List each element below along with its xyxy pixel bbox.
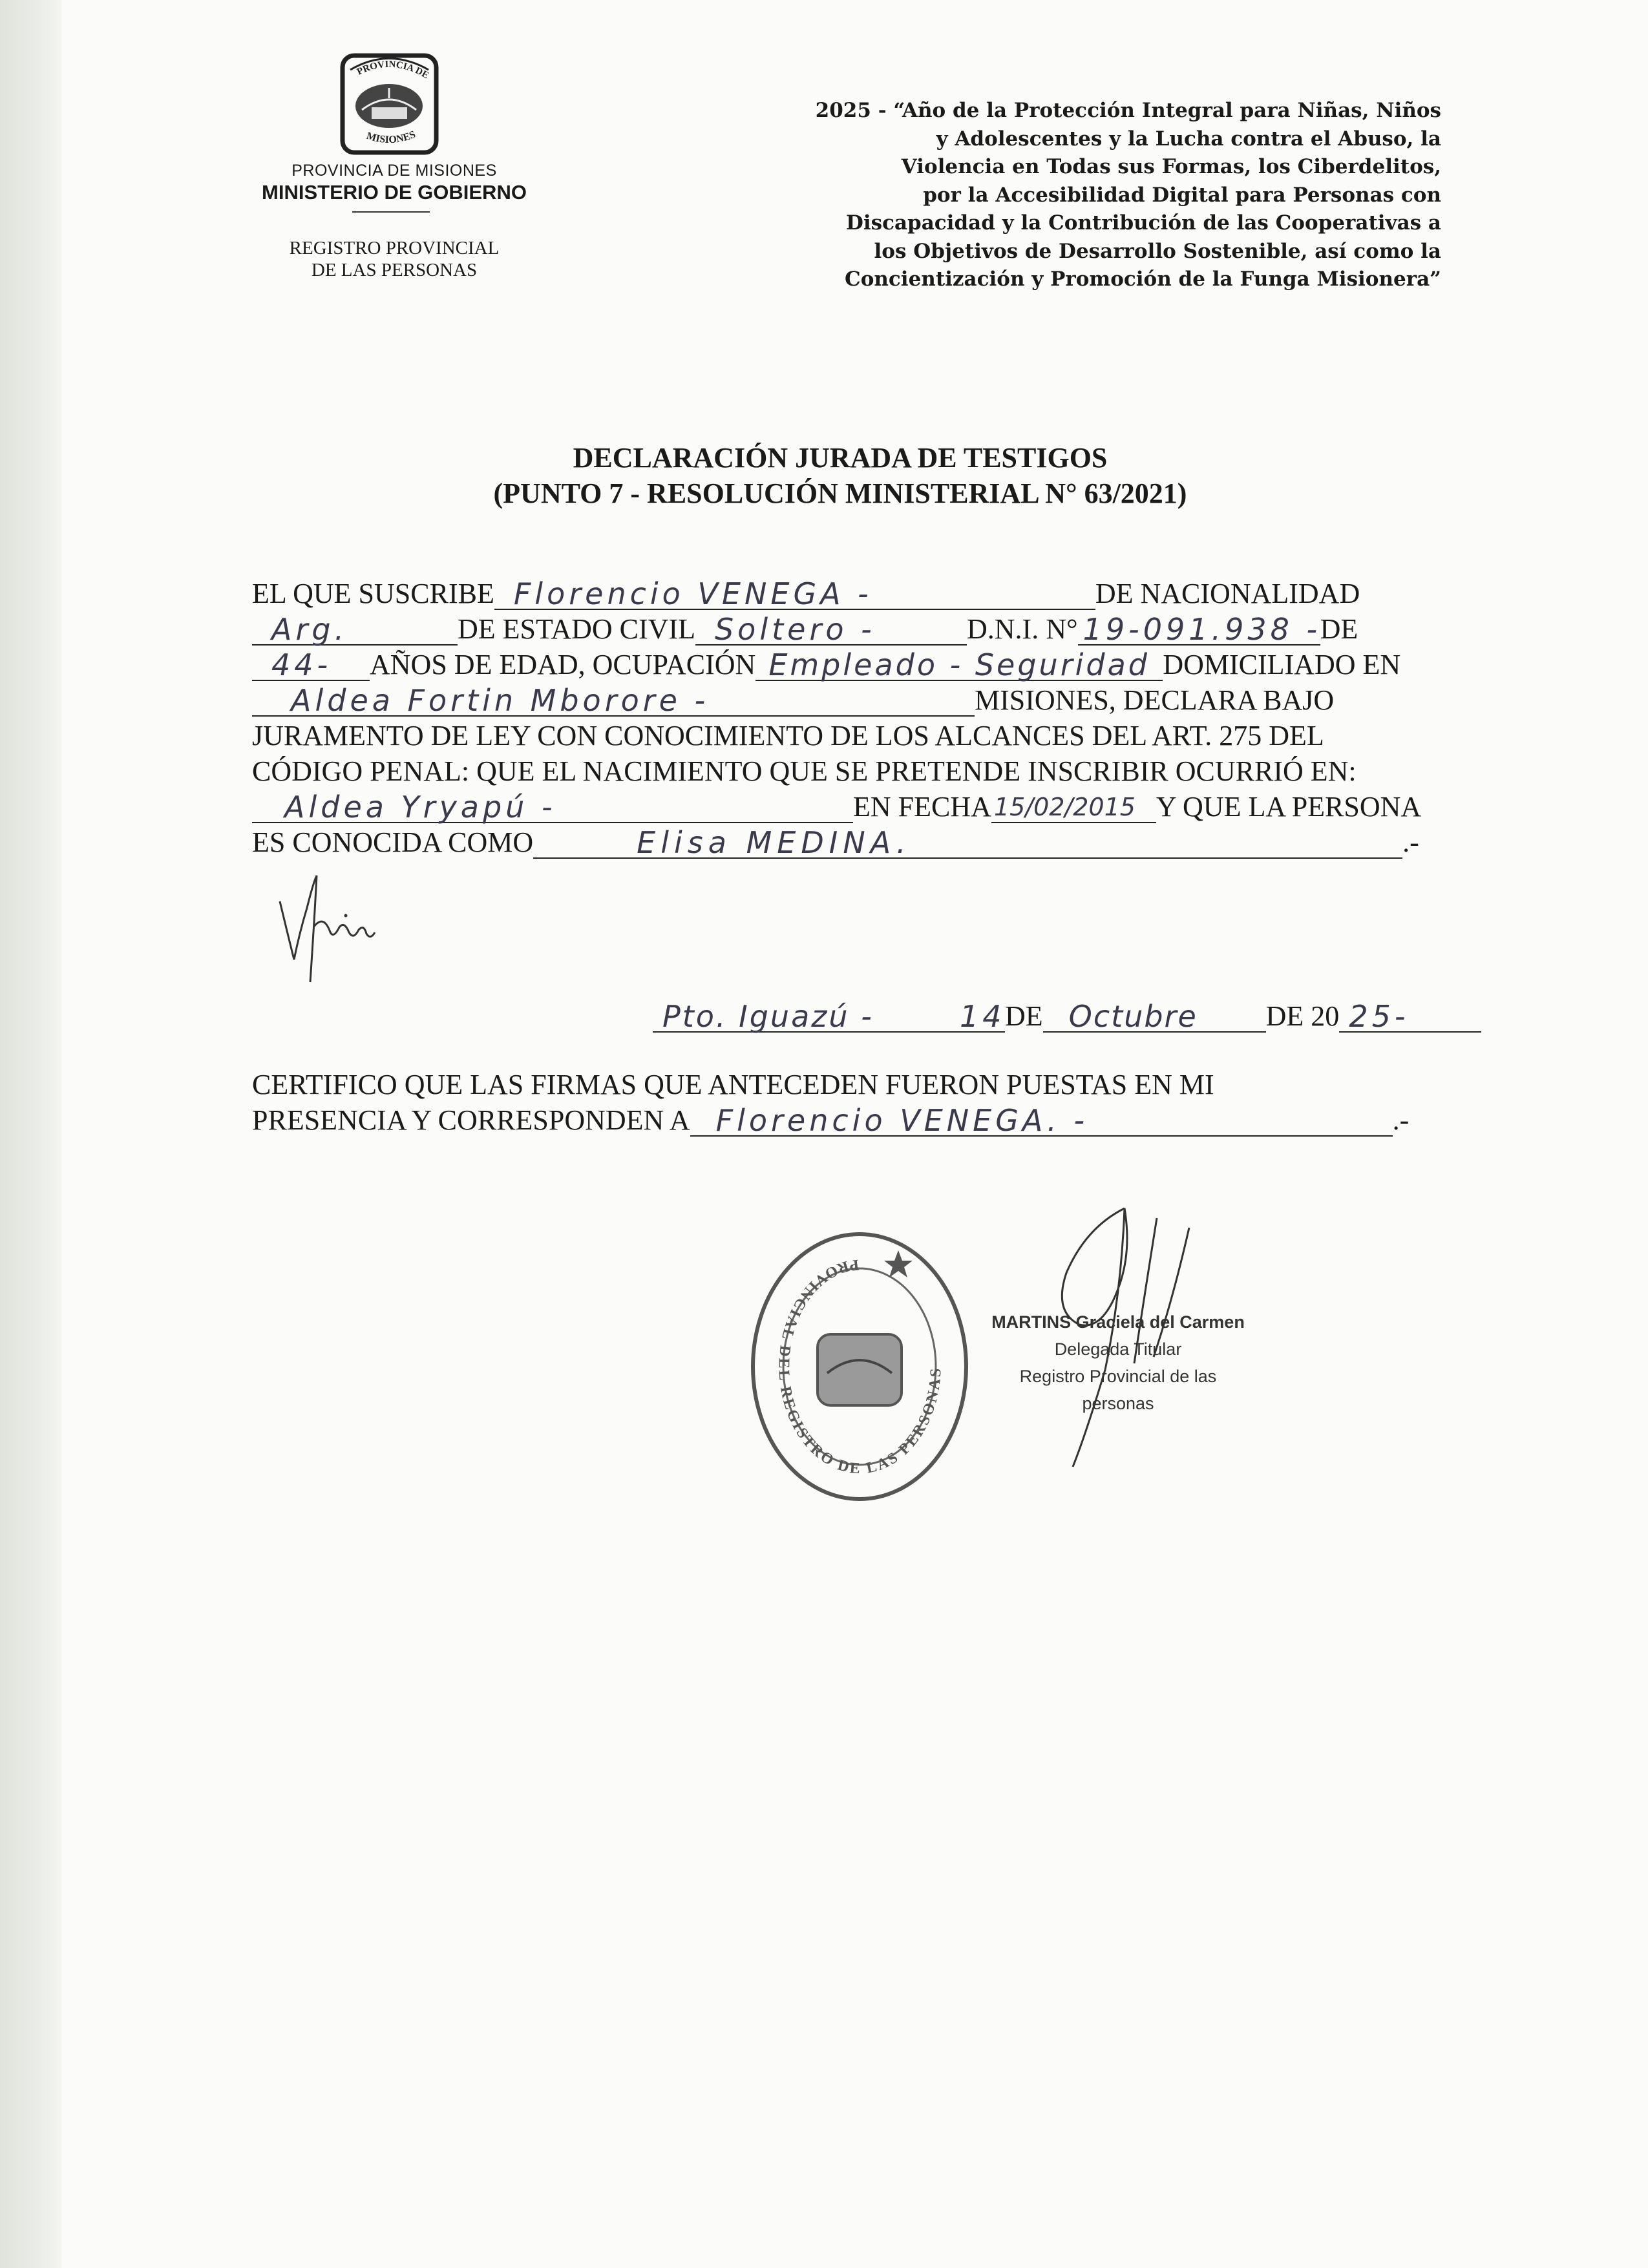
line-end-mark: .- <box>1402 826 1419 858</box>
date-line <box>653 1000 1461 1036</box>
form-line-3 <box>252 648 1448 684</box>
form-line-5: JURAMENTO DE LEY CON CONOCIMIENTO DE LOS ALCANCES DEL ART. 275 DEL <box>252 720 1324 751</box>
year-motto <box>685 97 1441 294</box>
motto-line: por la Accesibilidad Digital para Personas con <box>923 183 1441 207</box>
field-month: Octubre <box>1043 1000 1266 1033</box>
field-place: Pto. Iguazú - <box>653 1000 953 1033</box>
scan-edge <box>0 0 61 2268</box>
form-line-7 <box>252 790 1448 826</box>
official-name: MARTINS Graciela del Carmen <box>991 1312 1245 1332</box>
header-divider <box>352 211 430 213</box>
label-estado-civil: DE ESTADO CIVIL <box>458 613 695 645</box>
label-nacionalidad: DE NACIONALIDAD <box>1095 578 1360 609</box>
seal-ring-text: PROVINCIAL DEL REGISTRO DE LAS PERSONAS <box>775 1255 945 1478</box>
witness-signature <box>268 863 385 992</box>
svg-text:MISIONES <box>365 129 417 146</box>
field-birth-date: 15/02/2015 <box>991 791 1156 823</box>
label-domiciliado: DOMICILIADO EN <box>1163 649 1401 680</box>
document-subtitle: (PUNTO 7 - RESOLUCIÓN MINISTERIAL N° 63/2021) <box>493 478 1187 509</box>
field-known-as: Elisa MEDINA. <box>533 826 1402 859</box>
field-certified-name: Florencio VENEGA. - <box>690 1104 1393 1137</box>
document-title: DECLARACIÓN JURADA DE TESTIGOS <box>573 442 1108 474</box>
field-nationality: Arg. <box>252 613 458 646</box>
official-organization: Registro Provincial de las personas <box>1019 1367 1217 1413</box>
label-de: DE <box>1005 1000 1043 1032</box>
provincial-emblem-logo <box>336 50 443 157</box>
motto-line: los Objetivos de Desarrollo Sostenible, así como la <box>874 239 1441 263</box>
field-address: Aldea Fortin Mborore - <box>252 684 975 717</box>
motto-line: Discapacidad y la Contribución de las Cooperativas a <box>845 211 1441 235</box>
field-year: 25- <box>1339 1000 1481 1033</box>
registry-name-line1: REGISTRO PROVINCIAL <box>289 238 500 258</box>
label-dni: D.N.I. N° <box>966 613 1078 645</box>
label-edad-ocupacion: AÑOS DE EDAD, OCUPACIÓN <box>370 649 756 680</box>
line-end-mark: .- <box>1392 1104 1410 1136</box>
field-declarant-name: Florencio VENEGA - <box>494 578 1095 610</box>
label-de: DE <box>1320 613 1358 645</box>
ministry-name: MINISTERIO DE GOBIERNO <box>262 181 527 204</box>
registry-seal-stamp <box>743 1224 976 1509</box>
official-role: Delegada Titular <box>1054 1339 1182 1359</box>
field-day: 14 <box>953 1000 1005 1033</box>
motto-line: Concientización y Promoción de la Funga Misionera” <box>845 268 1441 291</box>
official-block <box>982 1308 1254 1417</box>
certification-line-1: CERTIFICO QUE LAS FIRMAS QUE ANTECEDEN FUERON PUESTAS EN MI <box>252 1069 1214 1100</box>
registry-name-line2: DE LAS PERSONAS <box>311 260 478 280</box>
province-name: PROVINCIA DE MISIONES <box>291 162 497 180</box>
field-age: 44- <box>252 649 370 681</box>
label-corresponden: PRESENCIA Y CORRESPONDEN A <box>252 1104 690 1136</box>
form-line-6: CÓDIGO PENAL: QUE EL NACIMIENTO QUE SE PRETENDE INSCRIBIR OCURRIÓ EN: <box>252 755 1357 787</box>
emblem-text-bottom: MISIONES <box>364 129 417 146</box>
field-birth-place: Aldea Yryapú - <box>252 791 853 823</box>
form-line-2 <box>252 613 1448 649</box>
label-en-fecha: EN FECHA <box>853 791 991 823</box>
emblem-text-top: PROVINCIA DE <box>355 59 431 81</box>
label-persona: Y QUE LA PERSONA <box>1156 791 1422 823</box>
label-de-20: DE 20 <box>1265 1000 1340 1032</box>
label-conocida-como: ES CONOCIDA COMO <box>252 826 534 858</box>
motto-line: 2025 - “Año de la Protección Integral para Niñas, Niños <box>815 99 1441 122</box>
form-line-8 <box>252 826 1448 862</box>
label-misiones: MISIONES, DECLARA BAJO <box>975 684 1335 716</box>
form-line-1 <box>252 577 1448 613</box>
form-line-4 <box>252 684 1448 720</box>
field-dni: 19-091.938 - <box>1078 613 1320 646</box>
field-occupation: Empleado - Seguridad <box>755 649 1163 681</box>
star-icon <box>884 1250 913 1277</box>
motto-line: Violencia en Todas sus Formas, los Ciberdelitos, <box>901 155 1441 178</box>
certification-line-2 <box>252 1104 1448 1140</box>
motto-line: y Adolescentes y la Lucha contra el Abuso, la <box>936 127 1441 151</box>
label-suscribe: EL QUE SUSCRIBE <box>252 578 494 609</box>
field-civil-status: Soltero - <box>695 613 967 646</box>
